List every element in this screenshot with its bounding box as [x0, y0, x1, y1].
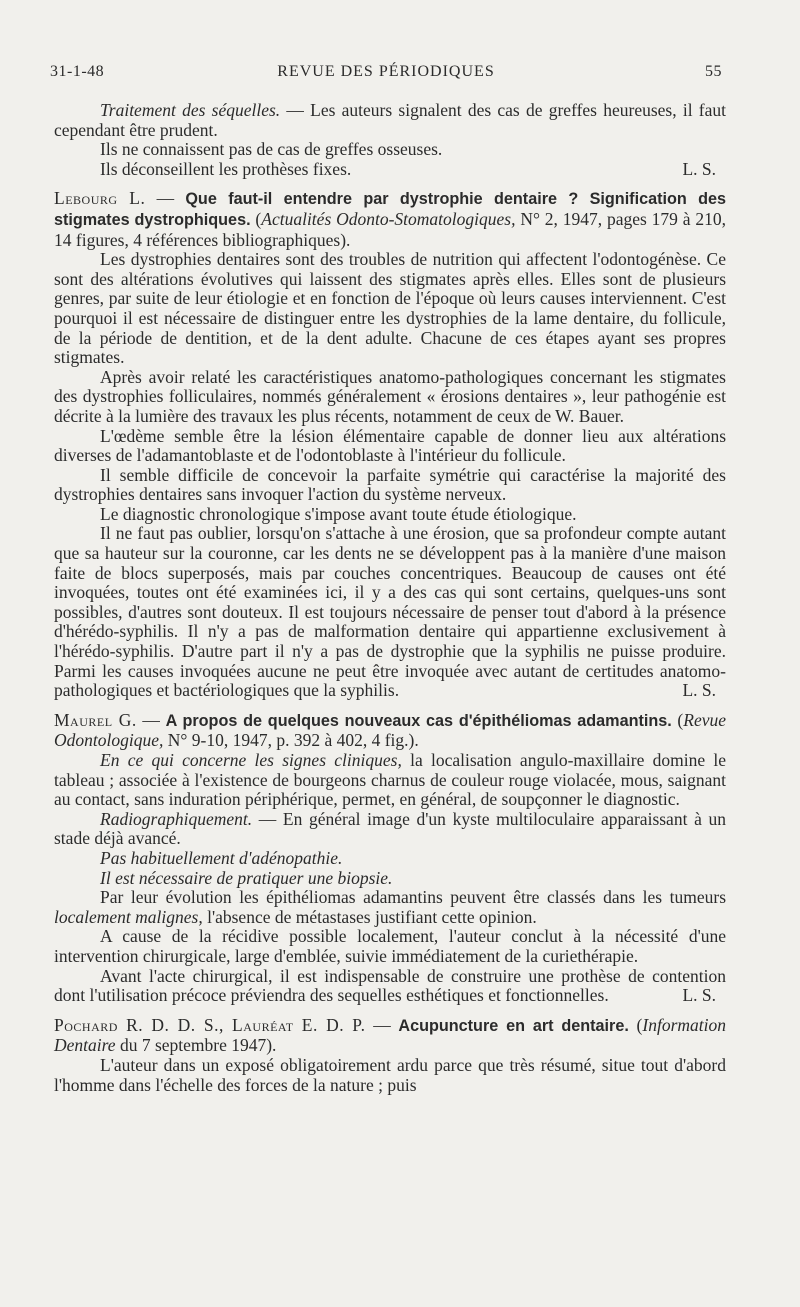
author-name: Pochard R. D. D. S., Lauréat E. D. P. — [54, 1014, 366, 1035]
paragraph: Ils ne connaissent pas de cas de greffes osseuses. — [100, 139, 443, 160]
citation-details: N° 2, 1947, pages 179 à 210, 14 figures, 4 références bibliographiques). — [54, 208, 727, 250]
source-journal: Information Dentaire — [54, 1014, 726, 1056]
article-title: Que faut-il entendre par dystrophie dentaire ? Signification des stigmates dystrophiques. — [54, 190, 727, 229]
paragraph: En ce qui concerne les signes cliniques, la localisation angulo-maxillaire domine le tableau ; associée à l'existence de bourgeons charnus de couleur rouge violacée, mous, saignant au contact, sans induration périphérique, permet, en général, de soupçonner le diagnostic. — [54, 750, 726, 810]
running-header — [50, 62, 722, 84]
issue-date: 31-1-48 — [50, 63, 105, 80]
paragraph: Radiographiquement. — En général image d'un kyste multiloculaire apparaissant à un stade déjà avancé. — [54, 808, 726, 849]
previous-review-end — [54, 101, 726, 179]
citation-details: du 7 septembre 1947). — [115, 1035, 277, 1056]
citation-details: N° 9-10, 1947, p. 392 à 402, 4 fig.). — [163, 730, 419, 751]
article-title: A propos de quelques nouveaux cas d'épithéliomas adamantins. — [165, 711, 672, 730]
paragraph: Pas habituellement d'adénopathie. — [100, 847, 343, 868]
author-name: Lebourg L. — [54, 188, 146, 209]
paragraph: A cause de la récidive possible localement, l'auteur conclut à la nécessité d'une intervention chirurgicale, large d'emblée, suivie immédiatement de la curiethérapie. — [54, 926, 726, 966]
paragraph: Les dystrophies dentaires sont des troubles de nutrition qui affectent l'odontogénèse. Ce sont des altérations évolutives qui laissent des stigmates après elles. Elles sont de plusieurs genres, par suite de leur étiologie et en fonction de l'époque où leurs causes interviennent. C'est pourquoi il est nécessaire de distinguer entre les dystrophies de la lame dentaire, du follicule, de la période de dentition, et de la dent adulte. Chacune de ces étapes ayant ses propres stigmates. — [54, 249, 726, 368]
entry-heading: Pochard R. D. D. S., Lauréat E. D. P. — Acupuncture en art dentaire. (Information Dentaire du 7 septembre 1947). — [54, 1014, 726, 1056]
paragraph: Traitement des séquelles. — Les auteurs signalent des cas de greffes heureuses, il faut cependant être prudent. — [54, 100, 727, 140]
italic-lead: Traitement des séquelles. — [100, 100, 281, 120]
page-body — [54, 101, 726, 1095]
entry-heading: Lebourg L. — Que faut-il entendre par dystrophie dentaire ? Signification des stigmates dystrophiques. (Actualités Odonto-Stomatologiques, N° 2, 1947, pages 179 à 210, 14 figures, 4 références bibliographiques). — [54, 188, 727, 250]
paragraph: Il est nécessaire de pratiquer une biopsie. — [100, 867, 393, 888]
paragraph: L'œdème semble être la lésion élémentaire capable de donner lieu aux altérations diverses de l'adamantoblaste et de l'odontoblaste à l'intérieur du follicule. — [54, 425, 726, 466]
paragraph: Il ne faut pas oublier, lorsqu'on s'attache à une érosion, que sa profondeur compte autant que sa hauteur sur la couronne, car les dents ne se développent pas à la manière d'une maison faite de blocs superposés, mais par couches concentriques. Beaucoup de causes ont été invoquées, toutes ont été examinées ici, il y a des cas qui sont certains, quelques-uns sont possibles, d'autres sont douteux. Il est toujours nécessaire de penser tout d'abord à la présence d'hérédo-syphilis. Il n'y a pas de malformation dentaire qui appartienne exclusivement à l'hérédo-syphilis. D'autre part il n'y a pas de dystrophie que la syphilis ne puisse produire. Parmi les causes invoquées aucune ne peut être invoquée avec autant de certitudes anatomo-pathologiques et bactériologiques que la syphilis. L. S. — [54, 523, 726, 701]
source-journal: Revue Odontologique, — [54, 709, 726, 751]
paragraph: Par leur évolution les épithéliomas adamantins peuvent être classés dans les tumeurs localement malignes, l'absence de métastases justifiant cette opinion. — [54, 887, 726, 927]
article-title: Acupuncture en art dentaire. — [398, 1016, 629, 1035]
review-entry-pochard — [54, 1016, 726, 1095]
paragraph: Il semble difficile de concevoir la parfaite symétrie qui caractérise la majorité des dystrophies dentaires sans invoquer l'action du système nerveux. — [54, 464, 726, 505]
journal-title: REVUE DES PÉRIODIQUES — [277, 63, 495, 80]
reviewer-signature: L. S. — [682, 158, 716, 179]
reviewer-signature: L. S. — [682, 985, 716, 1006]
paragraph: Avant l'acte chirurgical, il est indispensable de construire une prothèse de contention dont l'utilisation précoce préviendra des sequelles esthétiques et fonctionnelles. L. S. — [54, 965, 726, 1006]
paragraph: Le diagnostic chronologique s'impose avant toute étude étiologique. — [100, 503, 577, 524]
page-number: 55 — [705, 63, 722, 80]
entry-heading: Maurel G. — A propos de quelques nouveaux cas d'épithéliomas adamantins. (Revue Odontologique, N° 9-10, 1947, p. 392 à 402, 4 fig.). — [54, 709, 726, 751]
paragraph: Après avoir relaté les caractéristiques anatomo-pathologiques concernant les stigmates des dystrophies folliculaires, nommés généralement « érosions dentaires », leur pathogénie est décrite à la lumière des travaux les plus récents, notamment de ceux de W. Bauer. — [54, 366, 726, 426]
reviewer-signature: L. S. — [682, 680, 716, 701]
review-entry-lebourg — [54, 189, 726, 700]
paragraph: Ils déconseillent les prothèses fixes. L. S. — [100, 158, 716, 179]
author-name: Maurel G. — [54, 709, 137, 730]
source-journal: Actualités Odonto-Stomatologiques, — [261, 208, 516, 229]
review-entry-maurel — [54, 711, 726, 1006]
paragraph: L'auteur dans un exposé obligatoirement ardu parce que très résumé, situe tout d'abord l'homme dans l'échelle des forces de la nature ; puis — [54, 1054, 726, 1095]
